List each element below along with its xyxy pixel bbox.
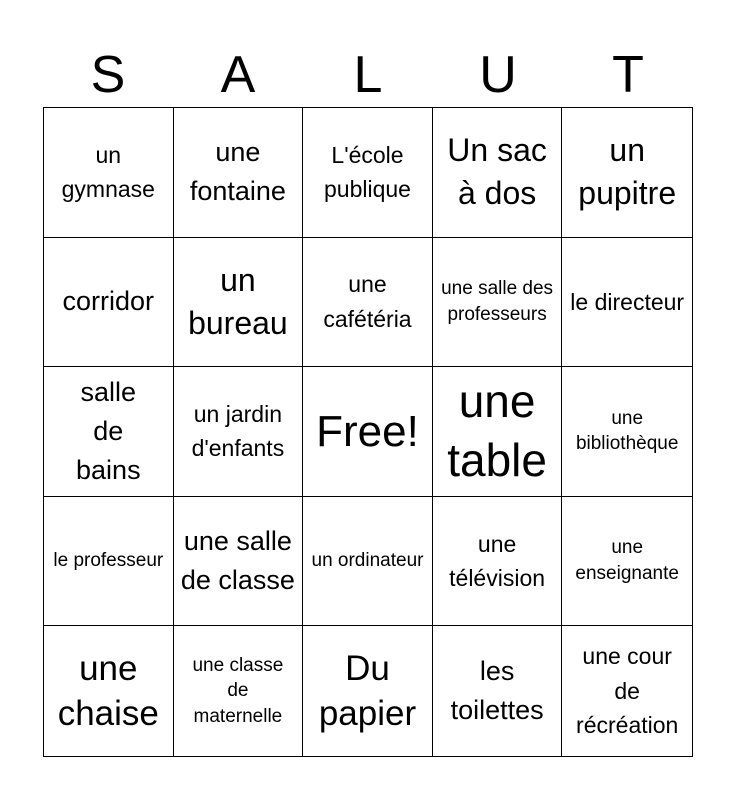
bingo-cell[interactable] bbox=[174, 497, 304, 627]
cell-text: Un sac à dos bbox=[447, 132, 547, 212]
cell-text: un ordinateur bbox=[311, 550, 424, 572]
bingo-cell[interactable] bbox=[562, 367, 692, 497]
cell-text: un bureau bbox=[188, 261, 288, 341]
cell-text: corridor bbox=[62, 286, 155, 317]
bingo-cell[interactable] bbox=[433, 238, 563, 368]
cell-text: le professeur bbox=[53, 550, 164, 572]
cell-text: le directeur bbox=[570, 288, 685, 315]
cell-text: une table bbox=[447, 374, 547, 487]
bingo-cell[interactable] bbox=[303, 238, 433, 368]
cell-text: une télévision bbox=[449, 530, 546, 592]
title-letter-s: S bbox=[90, 46, 126, 104]
bingo-board bbox=[43, 107, 693, 757]
title-letter-u: U bbox=[479, 46, 517, 104]
title-letter-l: L bbox=[353, 46, 383, 104]
bingo-title bbox=[43, 45, 693, 105]
cell-text: un gymnase bbox=[61, 141, 155, 203]
title-letter-t: T bbox=[612, 46, 644, 104]
cell-text: une salle des professeurs bbox=[441, 278, 554, 325]
cell-text: Du papier bbox=[318, 648, 417, 734]
cell-text: une cour de récréation bbox=[576, 643, 679, 739]
bingo-cell[interactable] bbox=[562, 238, 692, 368]
cell-text: une enseignante bbox=[575, 537, 679, 585]
cell-text: une fontaine bbox=[189, 137, 286, 207]
bingo-cell[interactable] bbox=[303, 108, 433, 238]
bingo-cell[interactable] bbox=[303, 497, 433, 627]
cell-text: une cafétéria bbox=[323, 271, 412, 332]
bingo-cell[interactable] bbox=[44, 626, 174, 756]
cell-text: salle de bains bbox=[76, 376, 141, 486]
cell-text: les toilettes bbox=[450, 656, 544, 726]
title-letter-a: A bbox=[220, 46, 256, 104]
bingo-cell[interactable] bbox=[433, 626, 563, 756]
bingo-cell[interactable] bbox=[433, 108, 563, 238]
bingo-cell[interactable] bbox=[174, 238, 304, 368]
bingo-cell[interactable] bbox=[174, 626, 304, 756]
cell-text: un jardin d'enfants bbox=[191, 400, 285, 462]
bingo-cell[interactable] bbox=[562, 497, 692, 627]
bingo-cell[interactable] bbox=[174, 367, 304, 497]
bingo-cell[interactable] bbox=[562, 626, 692, 756]
cell-text: L'école publique bbox=[324, 141, 411, 203]
cell-text: un pupitre bbox=[578, 132, 677, 212]
cell-text: une chaise bbox=[57, 648, 159, 734]
bingo-cell[interactable] bbox=[433, 367, 563, 497]
bingo-cell[interactable] bbox=[433, 497, 563, 627]
bingo-cell[interactable] bbox=[303, 367, 433, 497]
bingo-cell[interactable] bbox=[303, 626, 433, 756]
bingo-cell[interactable] bbox=[174, 108, 304, 238]
cell-text: une classe de maternelle bbox=[192, 654, 284, 728]
bingo-cell[interactable] bbox=[44, 367, 174, 497]
bingo-cell[interactable] bbox=[44, 497, 174, 627]
bingo-cell[interactable] bbox=[44, 108, 174, 238]
cell-text: Free! bbox=[316, 406, 419, 456]
bingo-cell[interactable] bbox=[562, 108, 692, 238]
cell-text: une salle de classe bbox=[180, 525, 295, 596]
cell-text: une bibliothèque bbox=[575, 407, 679, 455]
bingo-cell[interactable] bbox=[44, 238, 174, 368]
